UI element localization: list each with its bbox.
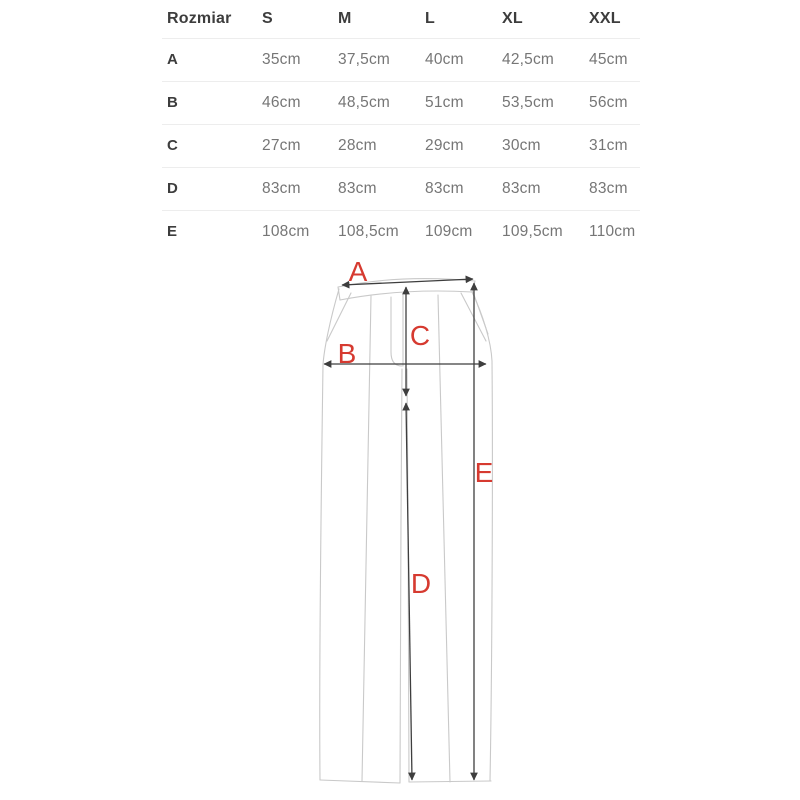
value-cell: 108cm [262,222,310,240]
table-row [162,38,640,81]
fly-left-line [391,297,402,366]
value-cell: 83cm [589,179,628,197]
value-cell: 46cm [262,93,301,111]
right-crease-line [438,295,450,782]
row-label: C [167,137,179,154]
label-a: A [348,256,368,287]
value-cell: 29cm [425,136,464,154]
dimension-labels [338,256,494,599]
left-hem [320,780,400,783]
value-cell: 109cm [425,222,473,240]
value-cell: 109,5cm [502,222,563,240]
value-cell: 30cm [502,136,541,154]
header-cell-s: S [262,9,273,27]
header-cell-rozmiar: Rozmiar [167,9,232,27]
label-d: D [410,568,432,599]
value-cell: 40cm [425,50,464,68]
value-cell: 108,5cm [338,222,399,240]
row-label: E [167,223,178,241]
header-cell-m: M [338,9,352,27]
value-cell: 27cm [262,136,301,154]
right-hem [409,781,491,782]
left-crease-line [362,296,371,781]
value-cell: 48,5cm [338,93,391,111]
header-cell-xxl: XXL [589,9,621,27]
value-cell: 83cm [425,179,464,197]
value-cell: 28cm [338,136,377,154]
left-inner-seam [400,369,402,783]
table-row [162,167,640,210]
value-cell: 110cm [589,222,636,240]
pants-diagram-svg [0,255,800,800]
label-b: B [337,338,357,369]
row-label: B [167,94,179,111]
left-pocket-line [327,293,351,341]
table-row [162,81,640,124]
value-cell: 42,5cm [502,50,555,68]
value-cell: 56cm [589,93,628,111]
value-cell: 45cm [589,50,628,68]
value-cell: 31cm [589,136,628,154]
value-cell: 37,5cm [338,50,391,68]
header-cell-xl: XL [502,9,523,27]
table-header-row [162,0,640,38]
label-c: C [409,320,431,351]
row-label: A [167,51,179,68]
pants-diagram [0,255,800,800]
size-table [162,0,640,253]
value-cell: 83cm [338,179,377,197]
value-cell: 35cm [262,50,301,68]
row-label: D [167,180,179,197]
header-cell-l: L [425,9,435,27]
label-e: E [474,457,494,488]
left-outer-seam [320,289,339,780]
value-cell: 51cm [425,93,464,111]
table-row [162,124,640,167]
value-cell: 83cm [502,179,541,197]
table-row [162,210,640,253]
right-outer-seam [472,292,492,781]
value-cell: 83cm [262,179,301,197]
value-cell: 53,5cm [502,93,555,111]
